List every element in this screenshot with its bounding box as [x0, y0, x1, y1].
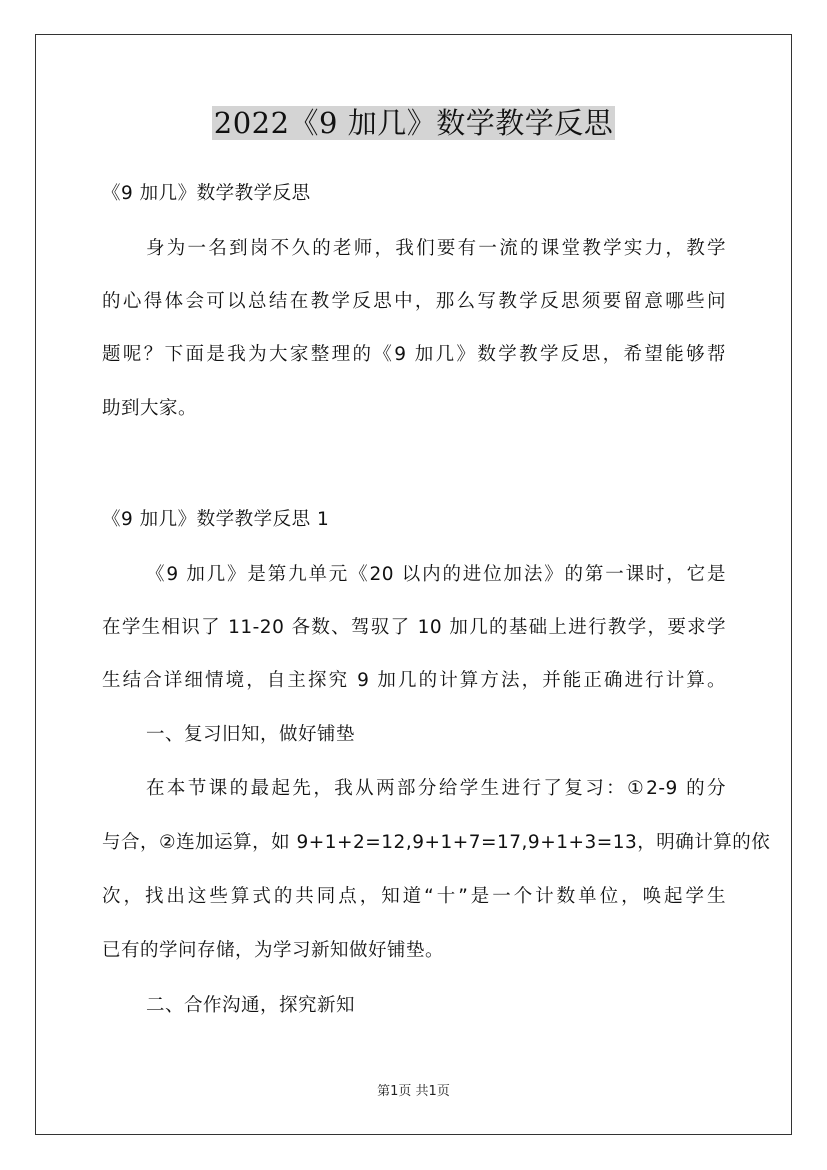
intro-line-3: 题呢？下面是我为大家整理的《9 加几》数学教学反思，希望能够帮 — [102, 344, 726, 365]
step2-heading: 二、合作沟通，探究新知 — [146, 995, 356, 1016]
step1-para-line-3: 次，找出这些算式的共同点，知道“十”是一个计数单位，唤起学生 — [102, 886, 726, 907]
intro-line-4: 助到大家。 — [102, 398, 198, 419]
step1-para-line-4: 已有的学问存储，为学习新知做好铺垫。 — [102, 940, 445, 961]
section1-para-line-1: 《9 加几》是第九单元《20 以内的进位加法》的第一课时，它是 — [146, 564, 726, 585]
intro-line-1: 身为一名到岗不久的老师，我们要有一流的课堂教学实力，教学 — [146, 238, 726, 259]
intro-line-2: 的心得体会可以总结在教学反思中，那么写教学反思须要留意哪些问 — [102, 291, 726, 312]
section1-heading: 《9 加几》数学教学反思 1 — [102, 509, 330, 530]
document-title: 2022《9 加几》数学教学反思 — [213, 106, 614, 140]
page-footer: 第1页 共1页 — [377, 1084, 450, 1099]
step1-para-line-1: 在本节课的最起先，我从两部分给学生进行了复习：①2-9 的分 — [146, 778, 726, 799]
section1-para-line-3: 生结合详细情境，自主探究 9 加几的计算方法，并能正确进行计算。 — [102, 670, 726, 691]
section1-para-line-2: 在学生相识了 11-20 各数、驾驭了 10 加几的基础上进行教学，要求学 — [102, 617, 726, 638]
document-subtitle: 《9 加几》数学教学反思 — [102, 183, 311, 204]
step1-heading: 一、复习旧知，做好铺垫 — [146, 724, 356, 745]
step1-para-line-2: 与合，②连加运算，如 9+1+2=12,9+1+7=17,9+1+3=13，明确计算的依 — [102, 832, 771, 853]
